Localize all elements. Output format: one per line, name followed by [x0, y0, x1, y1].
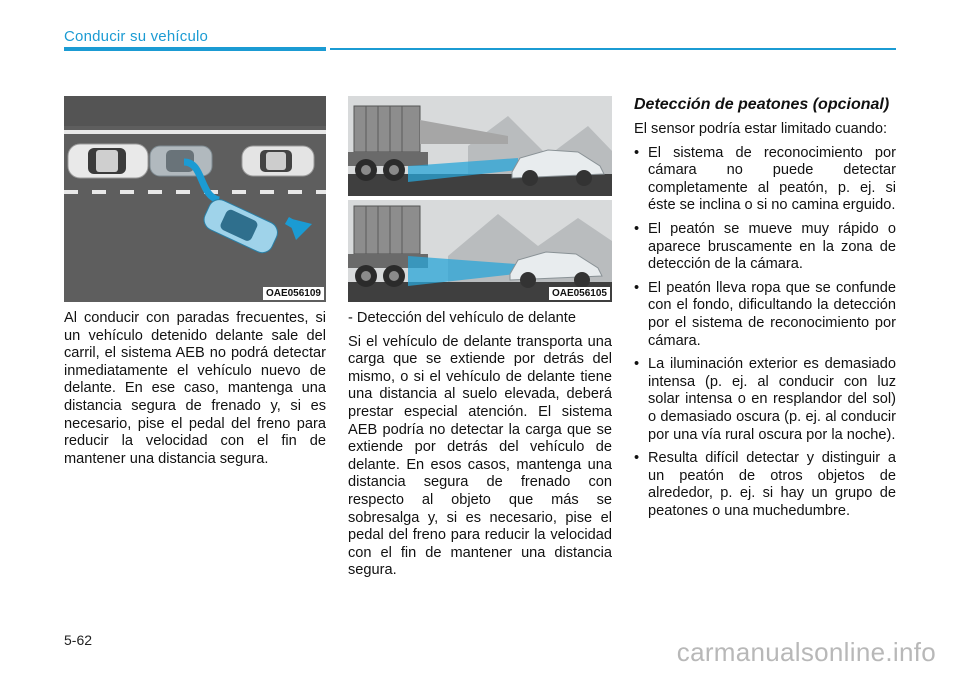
column-1 — [64, 310, 326, 472]
section-heading: Detección de peatones (opcional) — [634, 96, 890, 113]
bullet-icon: • — [634, 450, 640, 467]
col3-intro: El sensor podría estar limitado cuando: — [634, 121, 888, 137]
list-item: • El peatón se mueve muy rápido o aparece bruscamente en la zona de detección de la cámara. — [634, 220, 896, 273]
page-number: 5-62 — [64, 632, 93, 648]
figure-code-right: OAE056105 — [549, 287, 610, 300]
watermark-text: carmanualsonline.info — [676, 637, 936, 667]
figure-lane-change — [64, 96, 326, 302]
header-rule-line — [330, 48, 896, 50]
list-item: • La iluminación exterior es demasiado intensa (p. ej. al conducir con luz solar intensa o en resplandor del sol) o demasiado oscura (p. ej. al conducir por una vía rural oscura por la noche). — [634, 356, 896, 443]
limitations-list — [634, 145, 896, 521]
car-front — [68, 144, 148, 178]
column-2 — [348, 310, 612, 584]
bullet-icon: • — [634, 279, 640, 296]
column-3 — [634, 96, 896, 526]
col1-paragraph: Al conducir con paradas frecuentes, si un vehículo detenido delante sale del carril, el sistema AEB no podrá detectar inmediatamente el vehículo nuevo de delante. En ese caso, mantenga una distancia segura de frenado y, si es necesario, pise el pedal del freno para reducir la velocidad con el fin de mantener una distancia segura. — [64, 310, 326, 467]
list-item: • El peatón lleva ropa que se confunde con el fondo, dificultando la detección por el sistema de reconocimiento por cámara. — [634, 279, 896, 349]
bullet-icon: • — [634, 356, 640, 373]
lane-change-illustration — [64, 96, 326, 302]
list-item: • El sistema de reconocimiento por cámara no puede detectar completamente al peatón, p. ej. si éste se inclina o si no camina erguido. — [634, 144, 896, 214]
bullet-icon: • — [634, 220, 640, 237]
figure-truck-detection — [348, 96, 612, 302]
truck-detection-illustration — [348, 96, 612, 302]
header-rule-accent — [64, 47, 326, 51]
list-item: • Resulta difícil detectar y distinguir a un peatón de otros objetos de alrededor, p. ej. si hay un grupo de peatones o una muchedumbre. — [634, 450, 896, 519]
bullet-icon: • — [634, 144, 640, 161]
figure-code-left: OAE056109 — [263, 287, 324, 300]
section-header-title: Conducir su vehículo — [64, 28, 209, 45]
col2-caption: - Detección del vehículo de delante — [348, 310, 576, 326]
col2-paragraph: Si el vehículo de delante transporta una carga que se extiende por detrás del mismo, o si el vehículo de delante tiene una distancia al suelo elevada, deberá prestar especial atención. El sistema AEB podría no detectar la carga que se extiende por detrás del vehículo de delante. En esos casos, mantenga una distancia segura de frenado con respecto al objeto que más se sobresalga y, si es necesario, pise el pedal del freno para reducir la velocidad con el fin de mantener una distancia segura. — [348, 333, 612, 579]
